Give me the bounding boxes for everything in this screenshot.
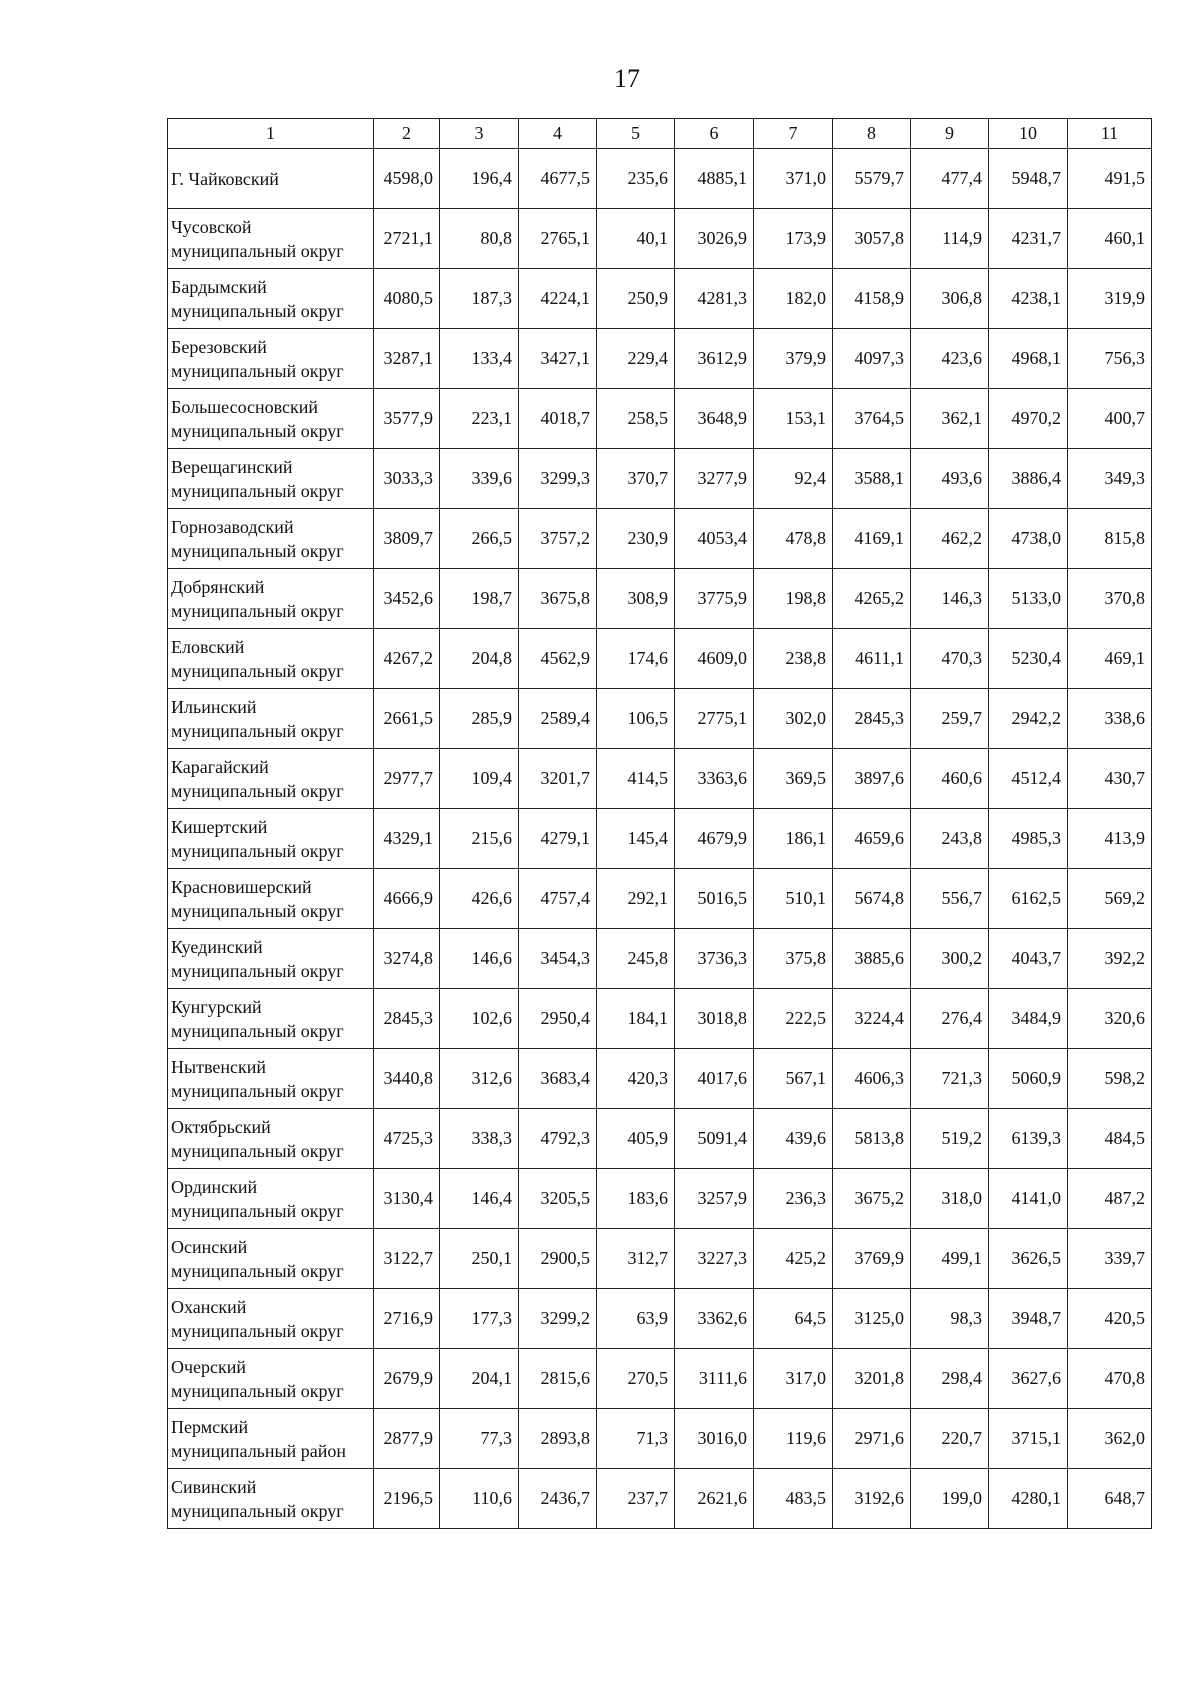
table-cell: 198,7 (440, 569, 519, 629)
table-cell: 3362,6 (675, 1289, 754, 1349)
table-row (168, 989, 1152, 1049)
table-cell: 3736,3 (675, 929, 754, 989)
table-cell: 133,4 (440, 329, 519, 389)
table-cell: 146,4 (440, 1169, 519, 1229)
table-cell: 3033,3 (374, 449, 440, 509)
row-label: Октябрьский муниципальный округ (168, 1109, 374, 1169)
table-cell: 3775,9 (675, 569, 754, 629)
table-cell: 2661,5 (374, 689, 440, 749)
table-cell: 250,9 (597, 269, 675, 329)
table-cell: 460,1 (1068, 209, 1152, 269)
table-row (168, 389, 1152, 449)
row-label: Красновишерский муниципальный округ (168, 869, 374, 929)
table-cell: 4329,1 (374, 809, 440, 869)
table-cell: 250,1 (440, 1229, 519, 1289)
table-cell: 3897,6 (833, 749, 911, 809)
row-label: Горнозаводский муниципальный округ (168, 509, 374, 569)
table-cell: 4231,7 (989, 209, 1068, 269)
table-cell: 146,6 (440, 929, 519, 989)
table-cell: 4679,9 (675, 809, 754, 869)
table-row (168, 449, 1152, 509)
table-row (168, 1289, 1152, 1349)
table-cell: 423,6 (911, 329, 989, 389)
table-cell: 2950,4 (519, 989, 597, 1049)
table-cell: 499,1 (911, 1229, 989, 1289)
table-cell: 4970,2 (989, 389, 1068, 449)
table-cell: 4885,1 (675, 149, 754, 209)
table-row (168, 1229, 1152, 1289)
table-cell: 306,8 (911, 269, 989, 329)
table-cell: 2721,1 (374, 209, 440, 269)
table-cell: 308,9 (597, 569, 675, 629)
table-cell: 4562,9 (519, 629, 597, 689)
table-cell: 4606,3 (833, 1049, 911, 1109)
table-cell: 556,7 (911, 869, 989, 929)
table-cell: 3122,7 (374, 1229, 440, 1289)
table-cell: 4609,0 (675, 629, 754, 689)
table-cell: 2621,6 (675, 1469, 754, 1529)
table-cell: 223,1 (440, 389, 519, 449)
table-cell: 493,6 (911, 449, 989, 509)
table-cell: 186,1 (754, 809, 833, 869)
table-cell: 4053,4 (675, 509, 754, 569)
table-cell: 5948,7 (989, 149, 1068, 209)
table-cell: 470,3 (911, 629, 989, 689)
data-table (167, 118, 1152, 1529)
table-cell: 4512,4 (989, 749, 1068, 809)
table-cell: 3948,7 (989, 1289, 1068, 1349)
table-cell: 3057,8 (833, 209, 911, 269)
table-row (168, 869, 1152, 929)
table-cell: 3257,9 (675, 1169, 754, 1229)
column-header-3: 3 (440, 119, 519, 149)
table-cell: 4169,1 (833, 509, 911, 569)
table-cell: 204,8 (440, 629, 519, 689)
table-cell: 2893,8 (519, 1409, 597, 1469)
table-cell: 362,1 (911, 389, 989, 449)
table-cell: 245,8 (597, 929, 675, 989)
table-cell: 3675,2 (833, 1169, 911, 1229)
table-cell: 392,2 (1068, 929, 1152, 989)
table-cell: 3363,6 (675, 749, 754, 809)
table-cell: 243,8 (911, 809, 989, 869)
row-label: Сивинский муниципальный округ (168, 1469, 374, 1529)
table-cell: 236,3 (754, 1169, 833, 1229)
table-cell: 3809,7 (374, 509, 440, 569)
table-cell: 405,9 (597, 1109, 675, 1169)
table-cell: 3886,4 (989, 449, 1068, 509)
table-cell: 484,5 (1068, 1109, 1152, 1169)
table-cell: 815,8 (1068, 509, 1152, 569)
table-cell: 4141,0 (989, 1169, 1068, 1229)
table-cell: 370,7 (597, 449, 675, 509)
table-cell: 119,6 (754, 1409, 833, 1469)
table-cell: 3018,8 (675, 989, 754, 1049)
column-header-11: 11 (1068, 119, 1152, 149)
table-cell: 183,6 (597, 1169, 675, 1229)
table-row (168, 569, 1152, 629)
table-cell: 477,4 (911, 149, 989, 209)
table-cell: 4097,3 (833, 329, 911, 389)
table-cell: 3201,7 (519, 749, 597, 809)
column-header-1: 1 (168, 119, 374, 149)
table-row (168, 1349, 1152, 1409)
column-header-8: 8 (833, 119, 911, 149)
table-cell: 237,7 (597, 1469, 675, 1529)
table-cell: 6162,5 (989, 869, 1068, 929)
table-cell: 4017,6 (675, 1049, 754, 1109)
table-cell: 2436,7 (519, 1469, 597, 1529)
table-cell: 2877,9 (374, 1409, 440, 1469)
table-cell: 106,5 (597, 689, 675, 749)
table-cell: 222,5 (754, 989, 833, 1049)
table-row (168, 1469, 1152, 1529)
table-cell: 756,3 (1068, 329, 1152, 389)
row-label: Чусовской муниципальный округ (168, 209, 374, 269)
table-cell: 298,4 (911, 1349, 989, 1409)
table-cell: 2196,5 (374, 1469, 440, 1529)
table-cell: 5579,7 (833, 149, 911, 209)
table-cell: 2845,3 (833, 689, 911, 749)
table-row (168, 269, 1152, 329)
table-cell: 174,6 (597, 629, 675, 689)
table-cell: 177,3 (440, 1289, 519, 1349)
row-label: Осинский муниципальный округ (168, 1229, 374, 1289)
table-cell: 80,8 (440, 209, 519, 269)
table-cell: 4280,1 (989, 1469, 1068, 1529)
row-label: Березовский муниципальный округ (168, 329, 374, 389)
table-cell: 425,2 (754, 1229, 833, 1289)
table-cell: 3577,9 (374, 389, 440, 449)
table-row (168, 929, 1152, 989)
table-cell: 721,3 (911, 1049, 989, 1109)
table-cell: 5674,8 (833, 869, 911, 929)
table-cell: 4043,7 (989, 929, 1068, 989)
row-label: Ильинский муниципальный округ (168, 689, 374, 749)
table-cell: 339,7 (1068, 1229, 1152, 1289)
table-row (168, 209, 1152, 269)
table-cell: 276,4 (911, 989, 989, 1049)
table-cell: 4792,3 (519, 1109, 597, 1169)
table-cell: 598,2 (1068, 1049, 1152, 1109)
table-cell: 4238,1 (989, 269, 1068, 329)
table-cell: 3111,6 (675, 1349, 754, 1409)
table-cell: 3125,0 (833, 1289, 911, 1349)
table-row (168, 1409, 1152, 1469)
table-cell: 3769,9 (833, 1229, 911, 1289)
table-cell: 114,9 (911, 209, 989, 269)
table-cell: 6139,3 (989, 1109, 1068, 1169)
table-cell: 3885,6 (833, 929, 911, 989)
table-row (168, 149, 1152, 209)
table-row (168, 1169, 1152, 1229)
table-cell: 229,4 (597, 329, 675, 389)
table-cell: 426,6 (440, 869, 519, 929)
table-cell: 4224,1 (519, 269, 597, 329)
table-cell: 3130,4 (374, 1169, 440, 1229)
table-cell: 2775,1 (675, 689, 754, 749)
row-label: Карагайский муниципальный округ (168, 749, 374, 809)
table-cell: 98,3 (911, 1289, 989, 1349)
table-cell: 4757,4 (519, 869, 597, 929)
table-cell: 258,5 (597, 389, 675, 449)
table-cell: 3277,9 (675, 449, 754, 509)
table-cell: 3224,4 (833, 989, 911, 1049)
table-cell: 439,6 (754, 1109, 833, 1169)
table-cell: 4279,1 (519, 809, 597, 869)
table-cell: 510,1 (754, 869, 833, 929)
table-cell: 320,6 (1068, 989, 1152, 1049)
table-cell: 369,5 (754, 749, 833, 809)
table-cell: 300,2 (911, 929, 989, 989)
table-cell: 318,0 (911, 1169, 989, 1229)
table-cell: 198,8 (754, 569, 833, 629)
table-cell: 3274,8 (374, 929, 440, 989)
row-label: Оханский муниципальный округ (168, 1289, 374, 1349)
table-cell: 3675,8 (519, 569, 597, 629)
column-header-10: 10 (989, 119, 1068, 149)
table-cell: 420,5 (1068, 1289, 1152, 1349)
table-cell: 199,0 (911, 1469, 989, 1529)
table-cell: 4666,9 (374, 869, 440, 929)
table-cell: 4968,1 (989, 329, 1068, 389)
row-label: Очерский муниципальный округ (168, 1349, 374, 1409)
table-cell: 487,2 (1068, 1169, 1152, 1229)
table-row (168, 1049, 1152, 1109)
table-cell: 3299,3 (519, 449, 597, 509)
table-cell: 285,9 (440, 689, 519, 749)
row-label: Бардымский муниципальный округ (168, 269, 374, 329)
table-cell: 349,3 (1068, 449, 1152, 509)
column-header-9: 9 (911, 119, 989, 149)
table-cell: 3299,2 (519, 1289, 597, 1349)
table-cell: 567,1 (754, 1049, 833, 1109)
table-cell: 413,9 (1068, 809, 1152, 869)
table-cell: 3648,9 (675, 389, 754, 449)
table-cell: 4659,6 (833, 809, 911, 869)
column-header-7: 7 (754, 119, 833, 149)
table-cell: 312,7 (597, 1229, 675, 1289)
table-cell: 2815,6 (519, 1349, 597, 1409)
table-cell: 109,4 (440, 749, 519, 809)
table-cell: 3627,6 (989, 1349, 1068, 1409)
table-cell: 3683,4 (519, 1049, 597, 1109)
row-label: Пермский муниципальный район (168, 1409, 374, 1469)
row-label: Ординский муниципальный округ (168, 1169, 374, 1229)
row-label: Кунгурский муниципальный округ (168, 989, 374, 1049)
table-cell: 238,8 (754, 629, 833, 689)
table-cell: 5091,4 (675, 1109, 754, 1169)
table-cell: 4080,5 (374, 269, 440, 329)
table-row (168, 629, 1152, 689)
table-cell: 71,3 (597, 1409, 675, 1469)
table-cell: 4985,3 (989, 809, 1068, 869)
table-cell: 338,6 (1068, 689, 1152, 749)
table-cell: 2971,6 (833, 1409, 911, 1469)
row-label: Верещагинский муниципальный округ (168, 449, 374, 509)
table-cell: 370,8 (1068, 569, 1152, 629)
table-cell: 569,2 (1068, 869, 1152, 929)
table-cell: 3484,9 (989, 989, 1068, 1049)
row-label: Кишертский муниципальный округ (168, 809, 374, 869)
page-number: 17 (614, 64, 640, 93)
table-cell: 420,3 (597, 1049, 675, 1109)
table-cell: 187,3 (440, 269, 519, 329)
table-cell: 146,3 (911, 569, 989, 629)
column-header-6: 6 (675, 119, 754, 149)
table-cell: 235,6 (597, 149, 675, 209)
table-cell: 184,1 (597, 989, 675, 1049)
table-cell: 375,8 (754, 929, 833, 989)
table-cell: 4725,3 (374, 1109, 440, 1169)
table-row (168, 1109, 1152, 1169)
table-cell: 2716,9 (374, 1289, 440, 1349)
table-cell: 220,7 (911, 1409, 989, 1469)
table-cell: 196,4 (440, 149, 519, 209)
table-cell: 4611,1 (833, 629, 911, 689)
table-cell: 5060,9 (989, 1049, 1068, 1109)
table-cell: 145,4 (597, 809, 675, 869)
table-row (168, 329, 1152, 389)
table-cell: 3588,1 (833, 449, 911, 509)
row-label: Большесосновский муниципальный округ (168, 389, 374, 449)
table-cell: 3764,5 (833, 389, 911, 449)
table-cell: 362,0 (1068, 1409, 1152, 1469)
table-cell: 3026,9 (675, 209, 754, 269)
table-cell: 491,5 (1068, 149, 1152, 209)
table-cell: 3612,9 (675, 329, 754, 389)
table-row (168, 809, 1152, 869)
table-cell: 3287,1 (374, 329, 440, 389)
column-header-5: 5 (597, 119, 675, 149)
table-cell: 5230,4 (989, 629, 1068, 689)
row-label: Еловский муниципальный округ (168, 629, 374, 689)
table-cell: 102,6 (440, 989, 519, 1049)
table-cell: 379,9 (754, 329, 833, 389)
row-label: Г. Чайковский (168, 149, 374, 209)
table-cell: 2977,7 (374, 749, 440, 809)
table-cell: 302,0 (754, 689, 833, 749)
table-cell: 215,6 (440, 809, 519, 869)
table-cell: 259,7 (911, 689, 989, 749)
table-cell: 266,5 (440, 509, 519, 569)
table-cell: 4281,3 (675, 269, 754, 329)
table-cell: 4018,7 (519, 389, 597, 449)
row-label: Куединский муниципальный округ (168, 929, 374, 989)
table-cell: 3205,5 (519, 1169, 597, 1229)
table-cell: 4598,0 (374, 149, 440, 209)
table-cell: 3452,6 (374, 569, 440, 629)
table-cell: 292,1 (597, 869, 675, 929)
table-cell: 40,1 (597, 209, 675, 269)
table-cell: 2765,1 (519, 209, 597, 269)
table-cell: 2679,9 (374, 1349, 440, 1409)
table-cell: 4267,2 (374, 629, 440, 689)
table-cell: 4677,5 (519, 149, 597, 209)
table-cell: 400,7 (1068, 389, 1152, 449)
table-cell: 519,2 (911, 1109, 989, 1169)
table-cell: 338,3 (440, 1109, 519, 1169)
table-cell: 414,5 (597, 749, 675, 809)
table-cell: 64,5 (754, 1289, 833, 1349)
table-cell: 3757,2 (519, 509, 597, 569)
table-cell: 5813,8 (833, 1109, 911, 1169)
table-cell: 110,6 (440, 1469, 519, 1529)
table-cell: 462,2 (911, 509, 989, 569)
table-cell: 430,7 (1068, 749, 1152, 809)
table-cell: 182,0 (754, 269, 833, 329)
table-cell: 270,5 (597, 1349, 675, 1409)
table-cell: 470,8 (1068, 1349, 1152, 1409)
table-cell: 92,4 (754, 449, 833, 509)
row-label: Нытвенский муниципальный округ (168, 1049, 374, 1109)
table-cell: 173,9 (754, 209, 833, 269)
table-cell: 77,3 (440, 1409, 519, 1469)
table-cell: 648,7 (1068, 1469, 1152, 1529)
table-cell: 3016,0 (675, 1409, 754, 1469)
table-cell: 153,1 (754, 389, 833, 449)
column-header-2: 2 (374, 119, 440, 149)
table-cell: 5133,0 (989, 569, 1068, 629)
table-cell: 230,9 (597, 509, 675, 569)
row-label: Добрянский муниципальный округ (168, 569, 374, 629)
table-row (168, 689, 1152, 749)
table-cell: 4158,9 (833, 269, 911, 329)
table-cell: 483,5 (754, 1469, 833, 1529)
table-cell: 3227,3 (675, 1229, 754, 1289)
table-cell: 3427,1 (519, 329, 597, 389)
table-cell: 312,6 (440, 1049, 519, 1109)
table-row (168, 749, 1152, 809)
table-cell: 3440,8 (374, 1049, 440, 1109)
table-cell: 478,8 (754, 509, 833, 569)
column-header-4: 4 (519, 119, 597, 149)
table-cell: 469,1 (1068, 629, 1152, 689)
table-cell: 3192,6 (833, 1469, 911, 1529)
table-cell: 63,9 (597, 1289, 675, 1349)
table-cell: 4265,2 (833, 569, 911, 629)
table-cell: 204,1 (440, 1349, 519, 1409)
table-cell: 4738,0 (989, 509, 1068, 569)
table-cell: 460,6 (911, 749, 989, 809)
table-cell: 2589,4 (519, 689, 597, 749)
table-cell: 3715,1 (989, 1409, 1068, 1469)
header-row (168, 119, 1152, 149)
table-cell: 3201,8 (833, 1349, 911, 1409)
table-row (168, 509, 1152, 569)
table-cell: 2845,3 (374, 989, 440, 1049)
table-cell: 319,9 (1068, 269, 1152, 329)
table-cell: 2900,5 (519, 1229, 597, 1289)
table-cell: 3626,5 (989, 1229, 1068, 1289)
table-cell: 317,0 (754, 1349, 833, 1409)
table-cell: 371,0 (754, 149, 833, 209)
table-cell: 3454,3 (519, 929, 597, 989)
table-cell: 339,6 (440, 449, 519, 509)
table-cell: 5016,5 (675, 869, 754, 929)
table-cell: 2942,2 (989, 689, 1068, 749)
